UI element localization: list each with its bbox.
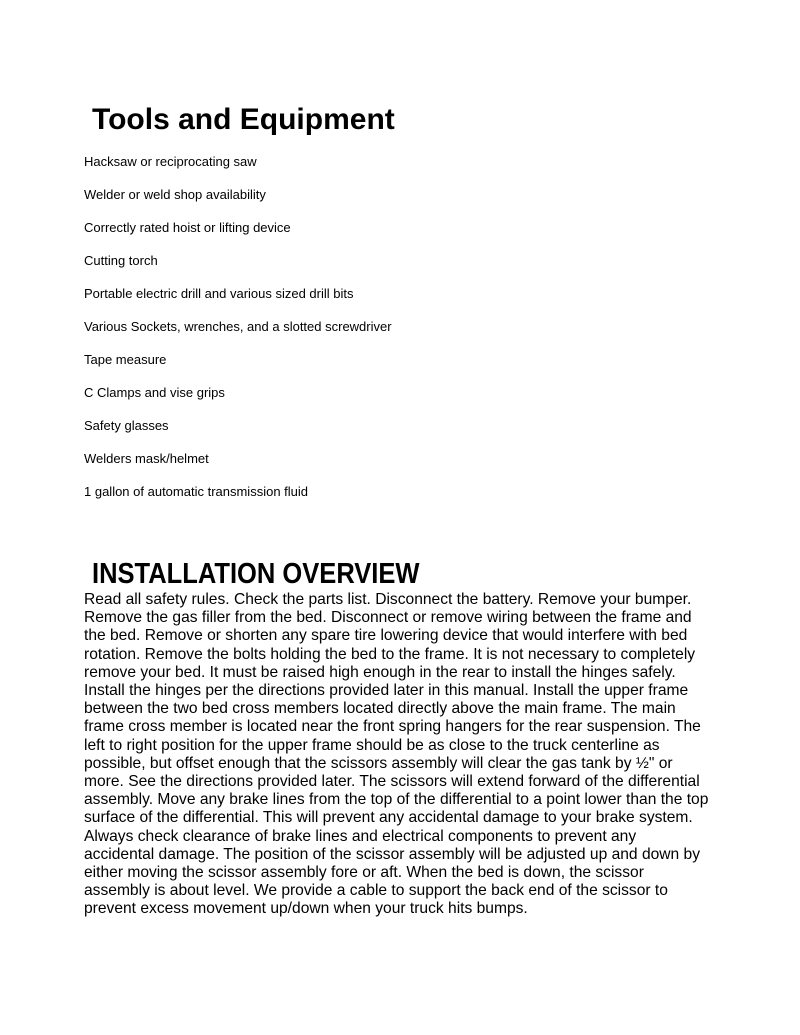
tools-list-item: Welders mask/helmet: [84, 451, 209, 466]
tools-list-item: Portable electric drill and various sized drill bits: [84, 286, 354, 301]
tools-list-item: Correctly rated hoist or lifting device: [84, 220, 291, 235]
tools-list-item: Tape measure: [84, 352, 167, 367]
overview-heading: INSTALLATION OVERVIEW: [92, 558, 420, 590]
tools-list-item: Cutting torch: [84, 253, 158, 268]
tools-list-item: Safety glasses: [84, 418, 169, 433]
overview-paragraph: Read all safety rules. Check the parts list. Disconnect the battery. Remove your bumper. Remove the gas filler from the bed. Disconnect or remove wiring between the frame and the bed. Remove or shorten any spare tire lowering device that would interfere with bed rotation. Remove the bolts holding the bed to the frame. It is not necessary to completely remove your bed. It must be raised high enough in the rear to install the hinges safely. Install the hinges per the directions provided later in this manual. Install the upper frame between the two bed cross members located directly above the main frame. The main frame cross member is located near the front spring hangers for the rear suspension. The left to right position for the upper frame should be as close to the truck centerline as possible, but offset enough that the scissors assembly will clear the gas tank by ½" or more. See the directions provided later. The scissors will extend forward of the differential assembly. Move any brake lines from the top of the differential to a point lower than the top surface of the differential. This will prevent any accidental damage to your brake system. Always check clearance of brake lines and electrical components to prevent any accidental damage. The position of the scissor assembly will be adjusted up and down by either moving the scissor assembly fore or aft. When the bed is down, the scissor assembly is about level. We provide a cable to support the back end of the scissor to prevent excess movement up/down when your truck hits bumps.: [84, 591, 709, 918]
tools-list: [84, 153, 734, 516]
tools-list-item: Hacksaw or reciprocating saw: [84, 154, 257, 169]
tools-list-item: 1 gallon of automatic transmission fluid: [84, 484, 309, 499]
tools-list-item: Various Sockets, wrenches, and a slotted screwdriver: [84, 319, 392, 334]
tools-list-item: C Clamps and vise grips: [84, 385, 225, 400]
tools-list-item: Welder or weld shop availability: [84, 187, 266, 202]
tools-heading: Tools and Equipment: [92, 103, 395, 136]
